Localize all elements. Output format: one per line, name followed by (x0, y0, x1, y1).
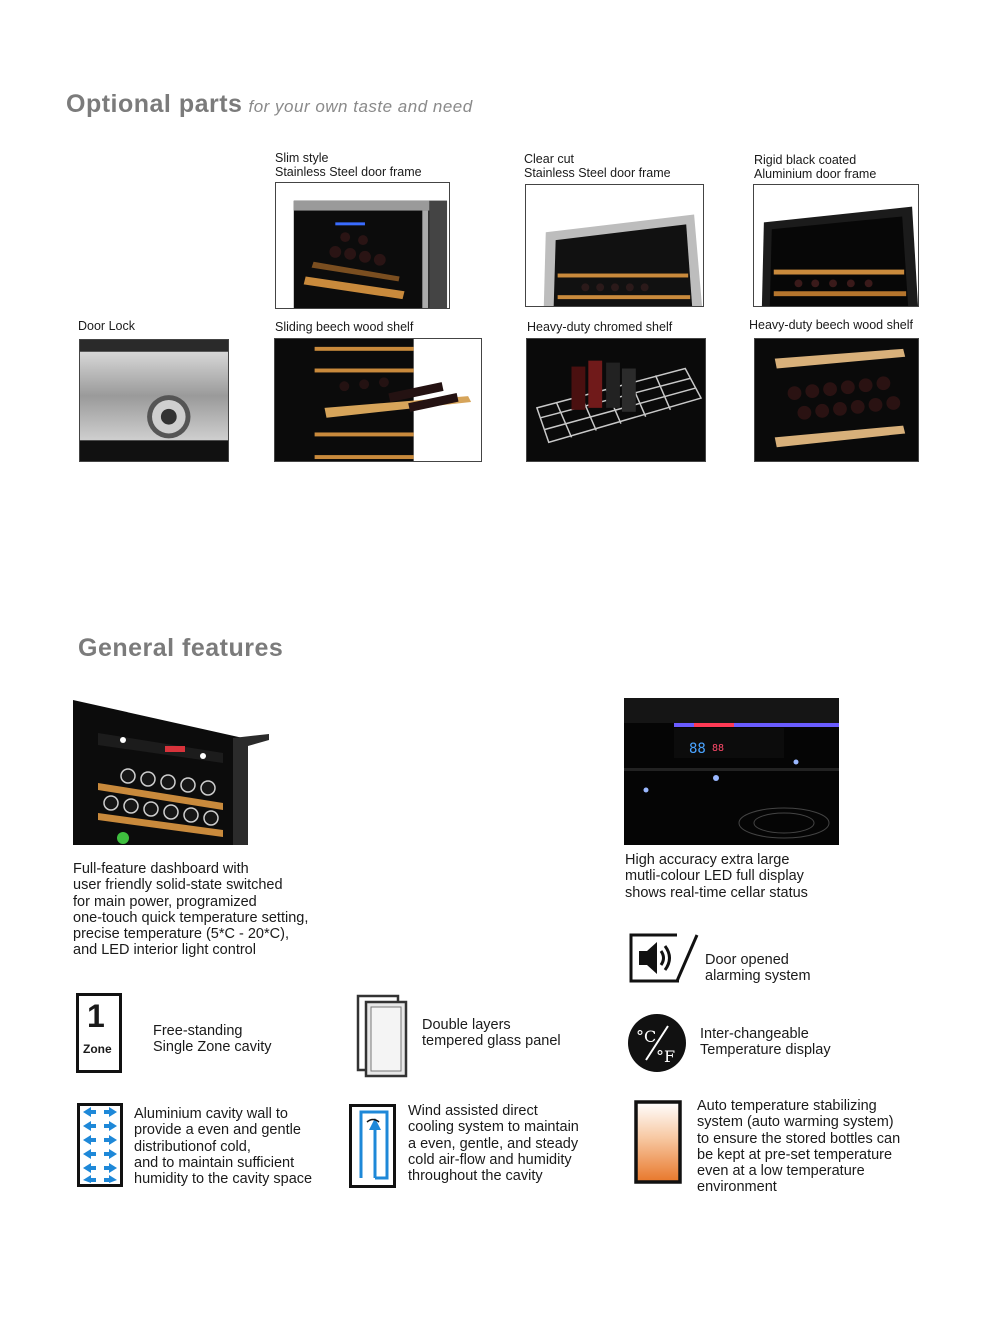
optional-parts-heading (66, 90, 473, 119)
black-frame-caption: Rigid black coated Aluminium door frame (754, 153, 877, 181)
temp-display-text: Inter-changeable Temperature display (700, 1026, 831, 1059)
airflow-text: Wind assisted direct cooling system to maintain a even, gentle, and steady cold air-flow and humidity throughout the cavity (408, 1103, 579, 1185)
general-features-title: General features (78, 634, 284, 662)
clear-cut-steel-door-frame-photo (525, 184, 704, 307)
sliding-beech-shelf-photo (274, 338, 482, 462)
optional-parts-subtitle: for your own taste and need (248, 97, 473, 116)
sliding-shelf-caption: Sliding beech wood shelf (275, 320, 414, 334)
fahrenheit-label: °F (656, 1047, 676, 1066)
beech-shelf-photo (754, 338, 919, 462)
door-lock-photo (79, 339, 229, 462)
double-glass-icon (356, 994, 409, 1078)
single-zone-text: Free-standing Single Zone cavity (153, 1023, 272, 1056)
dashboard-photo (73, 698, 269, 845)
chromed-shelf-caption: Heavy-duty chromed shelf (527, 320, 673, 334)
led-display-photo (624, 698, 839, 845)
clear-cut-frame-caption: Clear cut Stainless Steel door frame (524, 152, 671, 180)
auto-warming-text: Auto temperature stabilizing system (auto warming system) to ensure the stored bottles can be kept at pre-set temperature even at a low temperature environment (697, 1098, 901, 1196)
aluminium-wall-icon (77, 1103, 123, 1187)
warming-gradient-icon (634, 1100, 682, 1184)
celsius-fahrenheit-icon (628, 1014, 686, 1072)
zone-label: Zone (83, 1042, 112, 1056)
airflow-icon (349, 1104, 397, 1188)
door-lock-caption: Door Lock (78, 319, 135, 333)
celsius-label: °C (636, 1027, 657, 1046)
speaker-alarm-icon (629, 933, 699, 983)
led-temp-readout-2: 88 (712, 743, 725, 754)
optional-parts-title: Optional parts (66, 90, 243, 118)
zone-number: 1 (87, 998, 105, 1034)
beech-shelf-caption: Heavy-duty beech wood shelf (749, 318, 913, 332)
black-aluminium-door-frame-photo (753, 184, 919, 307)
chromed-shelf-photo (526, 338, 706, 462)
led-display-text: High accuracy extra large mutli-colour LED full display shows real-time cellar status (625, 852, 808, 901)
dashboard-text: Full-feature dashboard with user friendly solid-state switched for main power, programized one-touch quick temperature setting, precise temperature (5*C - 20*C), and LED interior light control (73, 861, 309, 959)
slim-frame-caption: Slim style Stainless Steel door frame (275, 151, 422, 179)
double-glass-text: Double layers tempered glass panel (422, 1017, 561, 1050)
aluminium-wall-text: Aluminium cavity wall to provide a even and gentle distributionof cold, and to maintain sufficient humidity to the cavity space (134, 1106, 313, 1188)
door-alarm-text: Door opened alarming system (705, 952, 811, 985)
single-zone-icon (76, 993, 122, 1073)
led-temp-readout-1: 88 (689, 741, 706, 757)
slim-steel-door-frame-photo (275, 182, 450, 309)
